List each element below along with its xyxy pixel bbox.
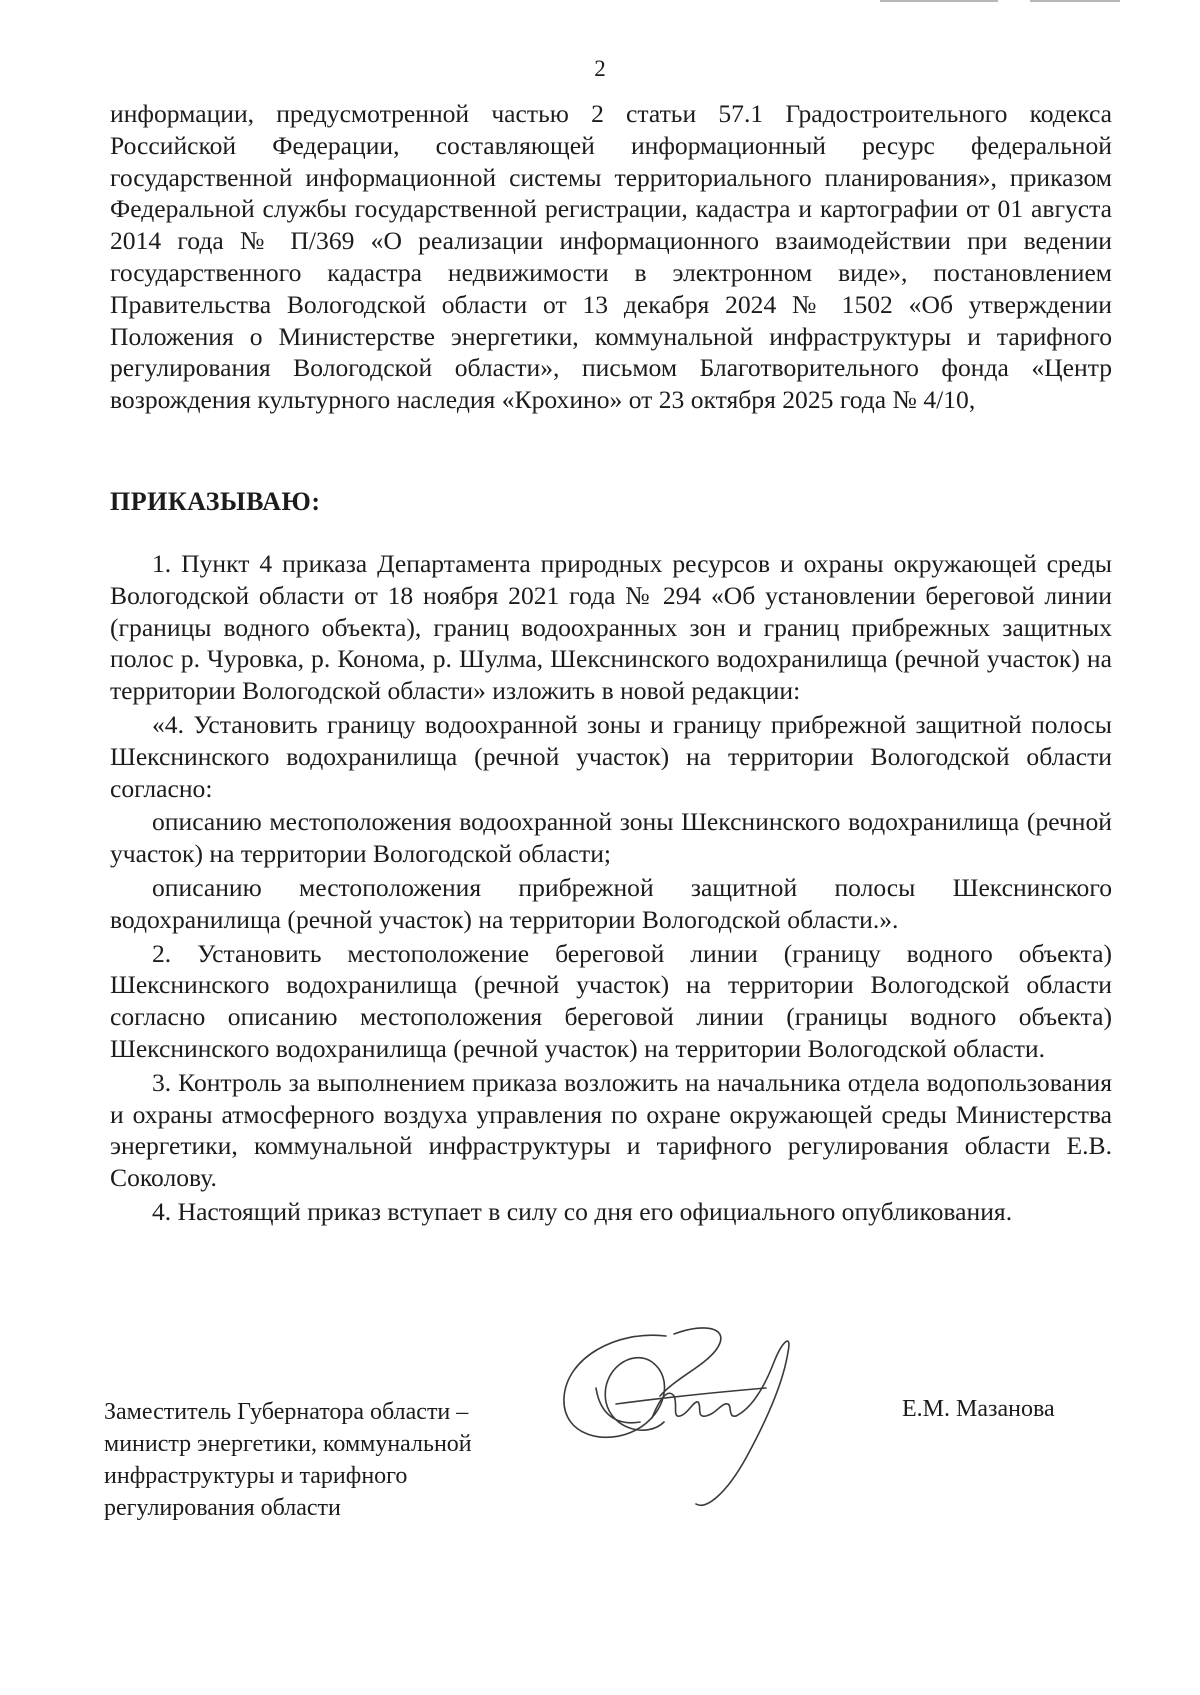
intro-paragraph: информации, предусмотренной частью 2 статьи 57.1 Градостроительного кодекса Российской Федерации, составляющей информационный ресурс федеральной государственной информационной системы территориального планирования», приказом Федеральной службы государственной регистрации, кадастра и картографии от 01 августа 2014 года № П/369 «О реализации информационного взаимодействии при ведении государственного кадастра недвижимости в электронном виде», постановлением Правительства Вологодской области от 13 декабря 2024 № 1502 «Об утверждении Положения о Министерстве энергетики, коммунальной инфраструктуры и тарифного регулирования Вологодской области», письмом Благотворительного фонда «Центр возрождения культурного наследия «Крохино» от 23 октября 2025 года № 4/10,	[110, 99, 1112, 415]
clause-1-item-water-zone: описанию местоположения водоохранной зоны Шекснинского водохранилища (речной участок) на территории Вологодской области;	[110, 807, 1112, 869]
signer-title	[104, 1396, 554, 1524]
clause-1: 1. Пункт 4 приказа Департамента природных ресурсов и охраны окружающей среды Вологодской области от 18 ноября 2021 года № 294 «Об установлении береговой линии (границы водного объекта), границ водоохранных зон и границ прибрежных защитных полос р. Чуровка, р. Конома, р. Шулма, Шекснинского водохранилища (речной участок) на территории Вологодской области» изложить в новой редакции:	[110, 549, 1112, 706]
signer-name: Е.М. Мазанова	[902, 1396, 1055, 1422]
intro-section	[110, 98, 1112, 416]
clause-2: 2. Установить местоположение береговой линии (границу водного объекта) Шекснинского водохранилища (речной участок) на территории Вологодской области согласно описанию местоположения береговой линии (границы водного объекта) Шекснинского водохранилища (речной участок) на территории Вологодской области.	[110, 938, 1112, 1063]
clauses-section	[110, 548, 1112, 1228]
signer-title-line: регулирования области	[104, 1495, 341, 1521]
handwritten-signature	[556, 1318, 856, 1518]
clause-3: 3. Контроль за выполнением приказа возложить на начальника отдела водопользования и охраны атмосферного воздуха управления по охране окружающей среды Министерства энергетики, коммунальной инфраструктуры и тарифного регулирования области Е.В. Соколову.	[110, 1067, 1112, 1193]
signer-title-line: Заместитель Губернатора области –	[104, 1399, 469, 1425]
page-number: 2	[594, 56, 606, 81]
clause-1-new-wording: «4. Установить границу водоохранной зоны и границу прибрежной защитной полосы Шекснинского водохранилища (речной участок) на территории Вологодской области согласно:	[110, 709, 1112, 803]
signer-title-line: министр энергетики, коммунальной	[104, 1431, 472, 1457]
scan-artifact-line	[1030, 0, 1120, 2]
order-heading: ПРИКАЗЫВАЮ:	[110, 487, 321, 516]
signer-title-line: инфраструктуры и тарифного	[104, 1463, 408, 1489]
clause-1-item-coastal-strip: описанию местоположения прибрежной защитной полосы Шекснинского водохранилища (речной участок) на территории Вологодской области.».	[110, 872, 1112, 934]
clause-4: 4. Настоящий приказ вступает в силу со дня его официального опубликования.	[152, 1196, 1013, 1226]
scan-artifact-line	[880, 0, 998, 2]
